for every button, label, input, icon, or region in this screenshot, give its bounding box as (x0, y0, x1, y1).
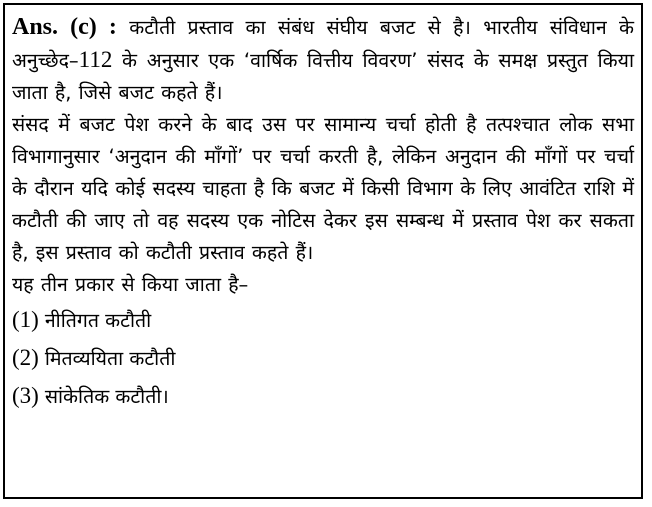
answer-box (3, 3, 643, 499)
cut-motion-types-list (12, 301, 634, 415)
list-item-number: (3) (12, 383, 39, 408)
intro-text-a: कटौती प्रस्ताव का संबंध संघीय बजट से है। भारतीय संविधान के अनुच्छेद– (12, 16, 634, 72)
list-item (12, 377, 634, 415)
types-intro: यह तीन प्रकार से किया जाता है– (12, 273, 249, 296)
answer-label: Ans. (c) : (12, 14, 117, 40)
intro-text-b: के अनुसार एक ‘वार्षिक वित्तीय विवरण’ संसद के समक्ष प्रस्तुत किया जाता है, जिसे बजट कहते हैं। (12, 49, 634, 104)
intro-paragraph (12, 11, 634, 109)
explanation-paragraph: संसद में बजट पेश करने के बाद उस पर सामान्य चर्चा होती है तत्पश्चात लोक सभा विभागानुसार ‘अनुदान की माँगों’ पर चर्चा करती है, लेकिन अनुदान की माँगों पर चर्चा के दौरान यदि कोई सदस्य चाहता है कि बजट में किसी विभाग के लिए आवंटित राशि में कटौती की जाए तो वह सदस्य एक नोटिस देकर इस सम्बन्ध में प्रस्ताव पेश कर सकता है, इस प्रस्ताव को कटौती प्रस्ताव कहते हैं। (12, 113, 634, 264)
list-item-text: मितव्ययिता कटौती (44, 347, 176, 370)
list-item-text: नीतिगत कटौती (44, 309, 152, 332)
list-item-number: (1) (12, 307, 39, 332)
list-item (12, 339, 634, 377)
list-item (12, 301, 634, 339)
list-item-number: (2) (12, 345, 39, 370)
list-item-text: सांकेतिक कटौती। (44, 385, 169, 408)
article-number: 112 (78, 47, 113, 72)
